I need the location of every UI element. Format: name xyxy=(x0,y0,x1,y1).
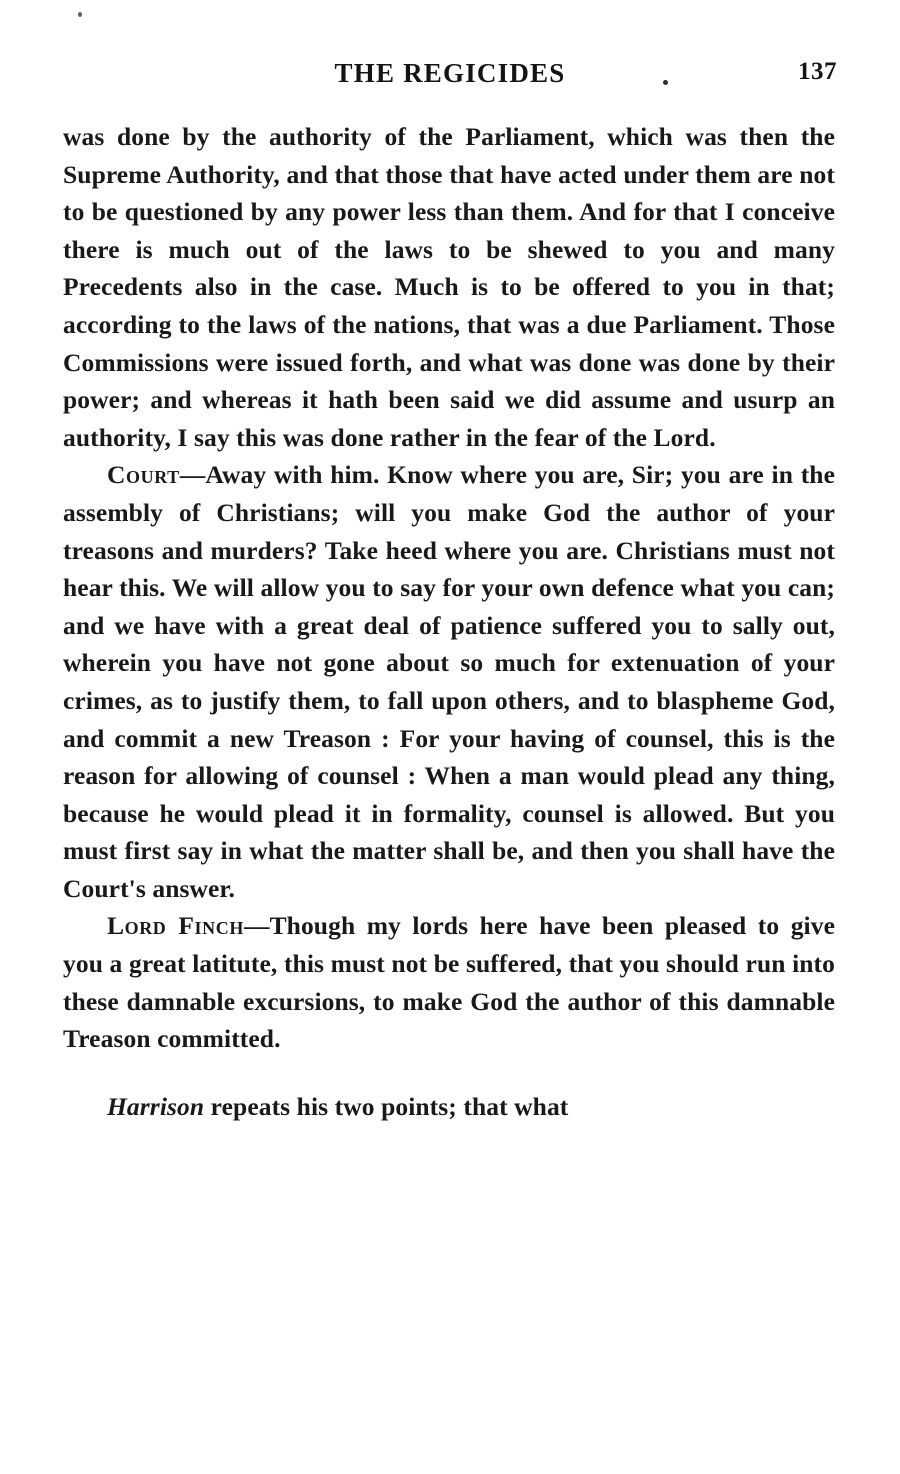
body-text xyxy=(63,118,835,1125)
name-harrison: Harrison xyxy=(107,1091,205,1121)
page-number: 137 xyxy=(798,58,837,85)
page-header xyxy=(63,58,837,94)
page-speck-top xyxy=(78,12,82,17)
paragraph-3 xyxy=(63,907,835,1057)
paragraph-4 xyxy=(63,1088,835,1126)
header-dot-mark xyxy=(663,80,668,85)
paragraph-2 xyxy=(63,456,835,907)
speaker-label-lord-finch: Lord Finch xyxy=(107,911,244,941)
running-title: THE REGICIDES xyxy=(334,58,566,88)
paragraph-3-text: —Though my lords here have been pleased to give you a great latitute, this must not be suffered, that you should run into these damnable excursions, to make God the author of this damnable Treason committed. xyxy=(63,911,835,1054)
speaker-label-court: Court xyxy=(107,460,180,490)
paragraph-1 xyxy=(63,118,835,456)
paragraph-2-text: —Away with him. Know where you are, Sir; you are in the assembly of Christians; will you make God the author of your treasons and murders? Take heed where you are. Christians must not hear this. We will allow you to say for your own defence what you can; and we have with a great deal of patience suffered you to sally out, wherein you have not gone about so much for extenuation of your crimes, as to justify them, to fall upon others, and to blaspheme God, and commit a new Treason : For your having of counsel, this is the reason for allowing of counsel : When a man would plead any thing, because he would plead it in formality, counsel is allowed. But you must first say in what the matter shall be, and then you shall have the Court's answer. xyxy=(63,460,835,903)
paragraph-4-text: repeats his two points; that what xyxy=(204,1091,569,1121)
paragraph-1-text: was done by the authority of the Parliament, which was then the Supreme Authority, and that those that have acted under them are not to be questioned by any power less than them. And for that I conceive there is much out of the laws to be shewed to you and many Precedents also in the case. Much is to be offered to you in that; according to the laws of the nations, that was a due Parliament. Those Commissions were issued forth, and what was done was done by their power; and whereas it hath been said we did assume and usurp an authority, I say this was done rather in the fear of the Lord. xyxy=(63,122,835,452)
